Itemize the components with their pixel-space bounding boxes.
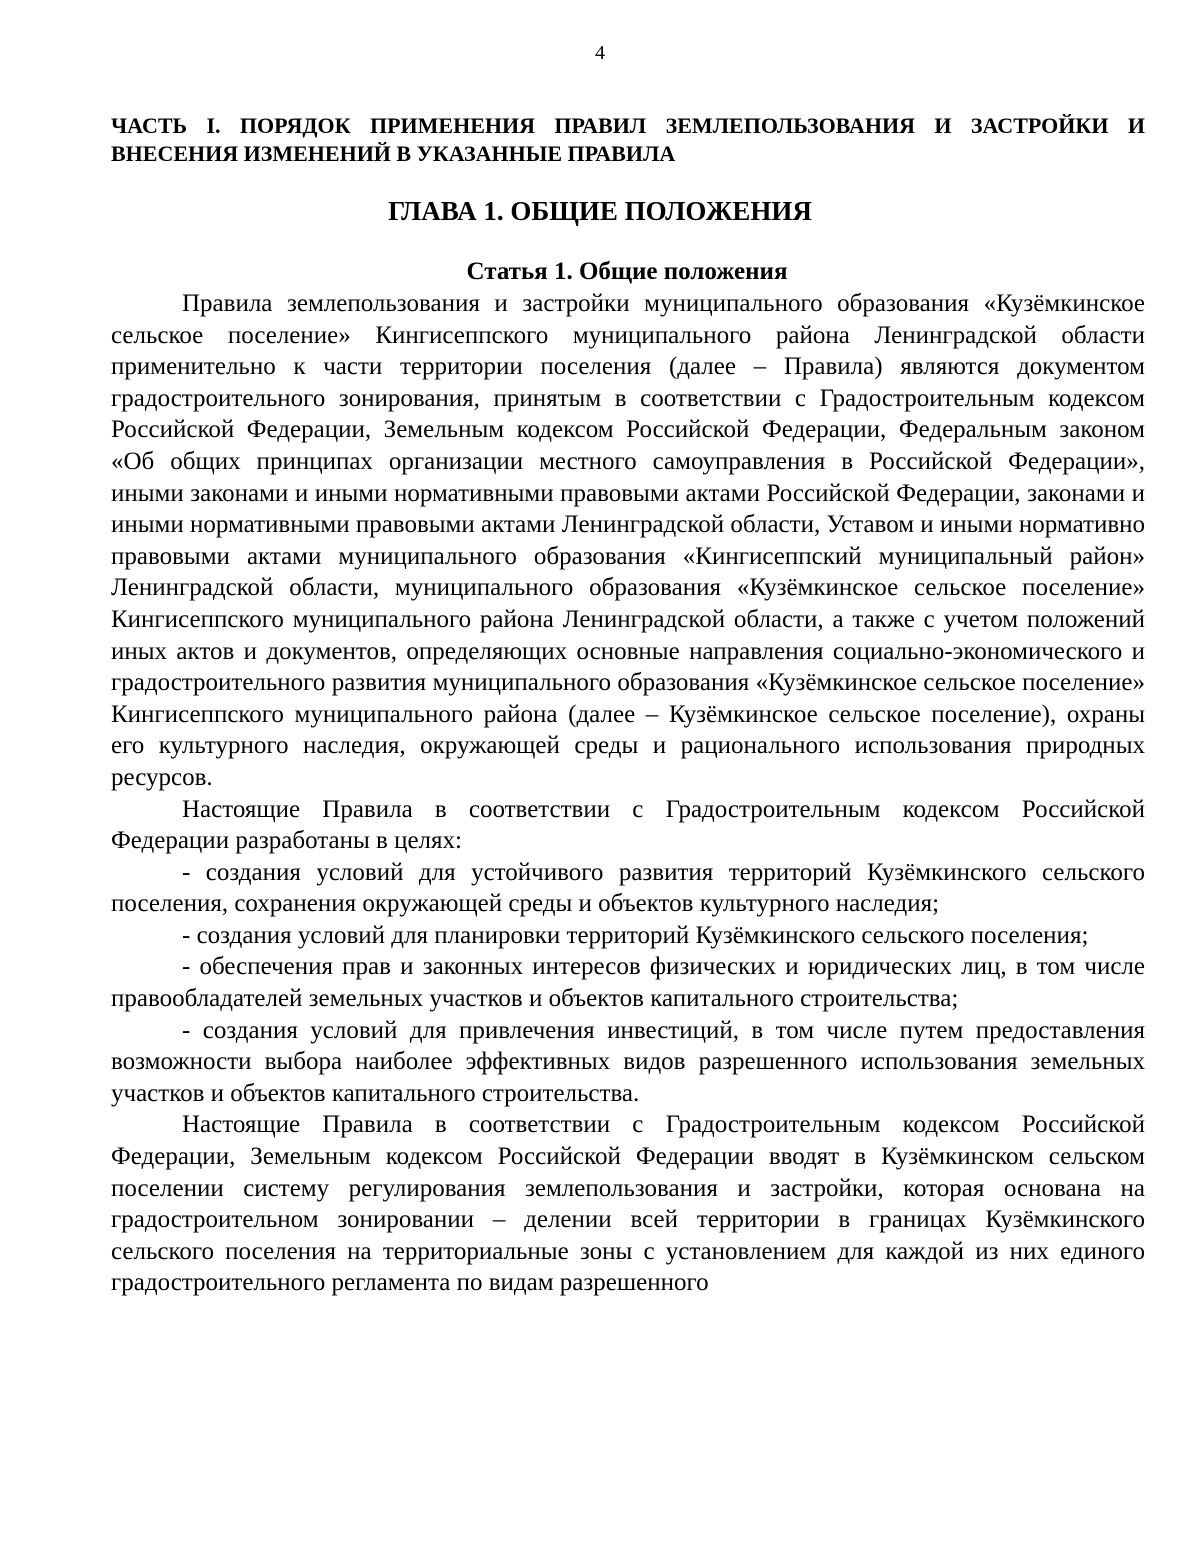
paragraph-goals-lead: Настоящие Правила в соответствии с Градостроительным кодексом Российской Федерации разработаны в целях: [111, 795, 1145, 855]
list-item-goal: - создания условий для планировки территорий Кузёмкинского сельского поселения; [182, 921, 1089, 949]
paragraph-intro: Правила землепользования и застройки муниципального образования «Кузёмкинское сельское поселение» Кингисеппского муниципального района Ленинградской области применительно к части территории поселения (далее – Правила) являются документом градостроительного зонирования, принятым в соответствии с Градостроительным кодексом Российской Федерации, Земельным кодексом Российской Федерации, Федеральным законом «Об общих принципах организации местного самоуправления в Российской Федерации», иными законами и иными нормативными правовыми актами Российской Федерации, законами и иными нормативными правовыми актами Ленинградской области, Уставом и иными нормативно правовыми актами муниципального образования «Кингисеппский муниципальный район» Ленинградской области, муниципального образования «Кузёмкинское сельское поселение» Кингисеппского муниципального района Ленинградской области, а также с учетом положений иных актов и документов, определяющих основные направления социально-экономического и градостроительного развития муниципального образования «Кузёмкинское сельское поселение» Кингисеппского муниципального района (далее – Кузёмкинское сельское поселение), охраны его культурного наследия, окружающей среды и рационального использования природных ресурсов. [111, 290, 1146, 791]
list-item-goal: - создания условий для привлечения инвестиций, в том числе путем предоставления возможности выбора наиболее эффективных видов разрешенного использования земельных участков и объектов капитального строительства. [111, 1016, 1145, 1107]
article-heading: Статья 1. Общие положения [466, 258, 788, 285]
list-item-goal: - обеспечения прав и законных интересов физических и юридических лиц, в том числе правообладателей земельных участков и объектов капитального строительства; [111, 953, 1145, 1013]
article-body [111, 288, 1145, 1299]
page-number: 4 [595, 42, 605, 64]
list-item-goal: - создания условий для устойчивого развития территорий Кузёмкинского сельского поселения, сохранения окружающей среды и объектов культурного наследия; [111, 858, 1145, 918]
paragraph-zoning: Настоящие Правила в соответствии с Градостроительным кодексом Российской Федерации, Земельным кодексом Российской Федерации вводят в Кузёмкинском сельском поселении систему регулирования землепользования и застройки, которая основана на градостроительном зонировании – делении всей территории в границах Кузёмкинского сельского поселения на территориальные зоны с установлением для каждой из них единого градостроительного регламента по видам разрешенного [111, 1111, 1145, 1297]
part-heading: ЧАСТЬ I. ПОРЯДОК ПРИМЕНЕНИЯ ПРАВИЛ ЗЕМЛЕПОЛЬЗОВАНИЯ И ЗАСТРОЙКИ И ВНЕСЕНИЯ ИЗМЕНЕНИЙ В УКАЗАННЫЕ ПРАВИЛА [111, 113, 1145, 166]
chapter-heading: ГЛАВА 1. ОБЩИЕ ПОЛОЖЕНИЯ [388, 196, 812, 226]
